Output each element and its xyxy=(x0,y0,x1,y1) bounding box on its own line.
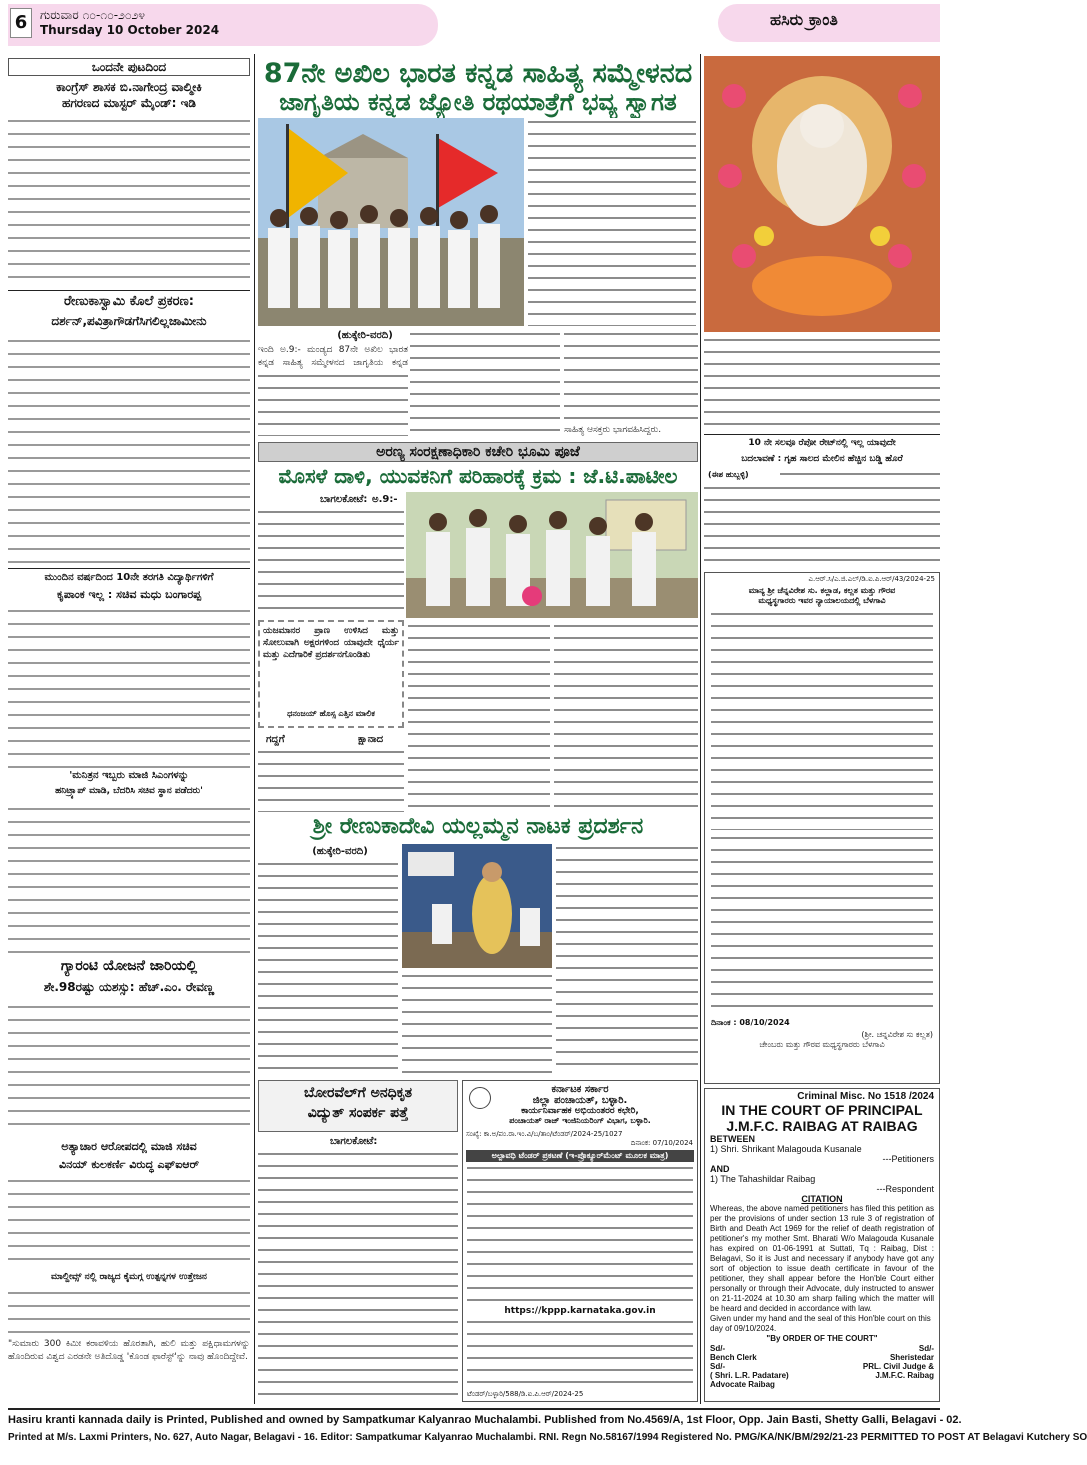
rally-story-col2 xyxy=(528,118,696,326)
tender-org-4: ಪಂಚಾಯತ್ ರಾಜ್ ಇಂಜಿನಿಯರಿಂಗ್ ವಿಭಾಗ, ಬಳ್ಳಾರಿ. xyxy=(509,1116,651,1125)
sheristedar: Sheristedar xyxy=(889,1353,934,1362)
notice-date: ದಿನಾಂಕ : 08/10/2024 xyxy=(711,1018,790,1027)
story4-title-1: 'ಮನಿತ್ರನ ಇಬ್ಬರು ಮಾಜಿ ಸಿಎಂಗಳನ್ನು xyxy=(69,770,189,781)
forest-banner-text: ಅರಣ್ಯ ಸಂರಕ್ಷಣಾಧಿಕಾರಿ ಕಚೇರಿ ಭೂಮಿ ಪೂಜೆ xyxy=(376,444,580,460)
tender-date: ದಿನಾಂಕ: 07/10/2024 xyxy=(630,1139,693,1147)
footer-line-2: Printed at M/s. Laxmi Printers, No. 627, Auto Nagar, Belagavi - 16. Editor: Sampatkumar Kalyanrao Muchalambi. RNI. Regn No.58167/1994 Registered No. PMG/KA/NK/BM/292/21-23 PERMITTED TO POST AT Belagavi Kutchery SO xyxy=(8,1432,1087,1443)
footer-rule xyxy=(8,1408,940,1410)
court-title-2: J.M.F.C. RAIBAG AT RAIBAG xyxy=(726,1118,918,1134)
rally-story-col1 xyxy=(258,372,408,436)
divider xyxy=(8,290,250,291)
story6-title-2: ವಿನಯ್ ಕುಲಕರ್ಣಿ ವಿರುದ್ಧ ಎಫ್‌ಐಆರ್ xyxy=(59,1158,199,1171)
story3-title-1: ಮುಂದಿನ ವರ್ಷದಿಂದ 10ನೇ ತರಗತಿ ವಿದ್ಯಾರ್ಥಿಗಳಿಗೆ xyxy=(44,572,214,583)
drama-story-col3 xyxy=(556,844,698,1074)
notice-signatory: (ಶ್ರೀ. ಚನ್ನವಿರೇಶ ಸು ಕಲ್ಲತ) xyxy=(861,1030,933,1039)
story7-title: ಮಾಲ್ದೀವ್ಸ್ ನಲ್ಲಿ ರಾಜ್ಯದ ಕೈಮಗ್ಗ ಉತ್ಪನ್ನಗಳ ಉತ್ತೇಜನ xyxy=(51,1272,207,1282)
rate-body xyxy=(704,484,940,568)
story2-title-1: ರೇಣುಕಾಸ್ವಾಮಿ ಕೊಲೆ ಪ್ರಕರಣ: xyxy=(64,294,194,309)
pullquote-attr: ಧನಂಜಯ್ ಹೊಸ್ಸ ಎತ್ತಿನ ಮಾಲಿಕ xyxy=(287,709,375,718)
citation-title: CITATION xyxy=(801,1194,843,1204)
story6-title-1: ಅತ್ಯಾಚಾರ ಆರೋಪದಲ್ಲಿ ಮಾಜಿ ಸಚಿವ xyxy=(61,1140,197,1153)
forest-banner xyxy=(258,442,698,462)
rate-dateline: (ಈಶ ಹುಬ್ಬಳ್ಳಿ) xyxy=(708,470,749,479)
respondent-label: ---Respondent xyxy=(876,1184,934,1194)
column-divider xyxy=(254,54,255,1404)
borewell-dateline: ಬಾಗಲಕೋಟೆ: xyxy=(330,1136,378,1147)
given-line: Given under my hand and the seal of this Hon'ble court on this day of 09/10/2024. xyxy=(710,1314,931,1333)
forest-story-col2 xyxy=(408,622,550,810)
and-label: AND xyxy=(710,1164,730,1174)
story1-title-1: ಕಾಂಗ್ರೆಸ್ ಶಾಸಕ ಬಿ.ನಾಗೇಂದ್ರ ವಾಲ್ಮೀಕಿ xyxy=(56,80,202,94)
sd-1: Sd/- xyxy=(710,1344,726,1353)
bench-clerk: Bench Clerk xyxy=(710,1353,757,1362)
paper-name: ಹಸಿರು ಕ್ರಾಂತಿ xyxy=(770,10,838,29)
story7-lead: "ಸುಮಾರು 300 ಕಿಮೀ ಕರಾವಳಿಯ ಹೊರತಾಗಿ, ಹುಲಿ ಮತ್ತು ಪಕ್ಷಿಧಾಮಗಳನ್ನು ಹೊಂದಿರುವ ವಿಶ್ವದ ಎರಡನೇ ಅತಿದೊಡ್ಡ 'ಕೊಂಡ ಫಾರೆಸ್ಟ್'ನ್ನು ನಾವು ಹೊಂದಿದ್ದೇವೆ. xyxy=(8,1339,250,1362)
emblem-icon xyxy=(469,1087,491,1109)
page-number: 6 xyxy=(10,8,32,38)
borewell-title-box xyxy=(258,1080,458,1132)
rally-story-col4 xyxy=(564,330,698,424)
forest-sub-dateline-2: ಕ್ಷಾನಾದ xyxy=(358,734,384,745)
rate-title: ಬದಲಾವಣೆ : ಗೃಹ ಸಾಲದ ಮೇಲಿನ ಹೆಚ್ಚಿನ ಬಡ್ಡಿ ಹೊರೆ xyxy=(741,454,903,464)
divider xyxy=(704,434,940,435)
drama-headline: ಶ್ರೀ ರೇಣುಕಾದೇವಿ ಯಲ್ಲಮ್ಮನ ನಾಟಕ ಪ್ರದರ್ಶನ xyxy=(312,814,644,839)
footer-line-1: Hasiru kranti kannada daily is Printed, Published and owned by Sampatkumar Kalyanrao Muchalambi. Published from No.4569/A, 1st Floor, Opp. Jain Basti, Shetty Galli, Belagavi - 02. xyxy=(8,1414,962,1426)
jmfc: J.M.F.C. Raibag xyxy=(875,1371,934,1380)
legal-notice xyxy=(704,572,940,1084)
forest-sub-dateline: ಗದ್ದಗೆ xyxy=(266,734,285,745)
case-number: Criminal Misc. No 1518 /2024 xyxy=(797,1091,934,1102)
rate-caption: 10 ನೇ ಸಲವೂ ರೆಪೋ ರೇಟ್‌ನಲ್ಲಿ ಇಲ್ಲ ಯಾವುದೇ xyxy=(748,438,896,448)
drama-story-col1 xyxy=(258,860,398,1074)
goddess-story xyxy=(704,336,940,432)
main-headline-2: ಜಾಗೃತಿಯ ಕನ್ನಡ ಜ್ಯೋತಿ ರಥಯಾತ್ರೆಗೆ ಭವ್ಯ ಸ್ವಾಗತ xyxy=(279,88,677,116)
notice-title-1: ಮಾನ್ಯ ಶ್ರೀ ಚೆನ್ನವಿರೇಶ ಸು. ಕಲ್ಲಾಡ, ಕಲ್ಲತ ಮತ್ತು ಗೌರವ xyxy=(748,586,896,595)
story4-body xyxy=(8,806,250,954)
section-title: ಒಂದನೇ ಪುಟದಿಂದ xyxy=(8,58,250,76)
divider xyxy=(8,568,250,569)
story2-title-2: ದರ್ಶನ್,ಪವಿತ್ರಾಗೌಡಗೆಸಿಗಲಿಲ್ಲಜಾಮೀನು xyxy=(51,314,207,328)
story3-title-2: ಕೃಪಾಂಕ ಇಲ್ಲ : ಸಚಿವ ಮಧು ಬಂಗಾರಪ್ಪ xyxy=(56,588,202,601)
notice-body xyxy=(711,834,933,1014)
tender-notice xyxy=(462,1080,698,1402)
pullquote-text: ಯಜಮಾನರ ಪ್ರಾಣ ಉಳಿಸಿದ ಮತ್ತು ಸೋಲುವಾಗಿ ಅಕ್ಷರಗಳಿಂದ ಯಾವುದೇ ಧೈರ್ಯ ಮತ್ತು ಎದೆಗಾರಿಕೆ ಪ್ರದರ್ಶನಗೊಂಡಿತು xyxy=(263,626,399,660)
tender-title: ಅಲ್ಪಾವಧಿ ಟೆಂಡರ್ ಪ್ರಕಟಣೆ (ಇ-ಪ್ರೊಕ್ಯೂರ್‌ಮೆಂಟ್ ಮೂಲಕ ಮಾತ್ರ) xyxy=(466,1150,694,1162)
story5-body xyxy=(8,1004,250,1136)
story3-body xyxy=(8,608,250,768)
story5-title-2: ಶೇ.98ರಷ್ಟು ಯಶಸ್ಸು: ಹೆಚ್.ಎಂ. ರೇವಣ್ಣ xyxy=(43,980,215,994)
borewell-title-2: ವಿದ್ಯುತ್ ಸಂಪರ್ಕ ಪತ್ತೆ xyxy=(307,1105,409,1121)
notice-parties xyxy=(711,610,933,830)
forest-dateline: ಬಾಗಲಕೋಟೆ: xyxy=(320,494,368,505)
notice-number: ಎ.ಆರ್.ಸಿ/ಎ.ಜಿ.ಎಲ್/ಡಿ.ಐ.ಪಿ.ಆರ್/43/2024-25 xyxy=(808,575,935,583)
drama-dateline: (ಹುಕ್ಕೇರಿ-ವರದಿ) xyxy=(312,846,368,857)
story5-title-1: ಗ್ಯಾರಂಟಿ ಯೋಜನೆ ಜಾರಿಯಲ್ಲಿ xyxy=(60,958,198,974)
story4-title-2: ಹನಿಟ್ರ್ಯಾಪ್ ಮಾಡಿ, ಬೆದರಿಸಿ ಸಚಿವ ಸ್ಥಾನ ಪಡೆದರು' xyxy=(55,786,203,796)
between-label: BETWEEN xyxy=(710,1134,755,1144)
sd-2: Sd/- xyxy=(710,1362,726,1371)
advocate-name: ( Shri. L.R. Padatare) xyxy=(710,1371,789,1380)
story1-body xyxy=(8,118,250,286)
tender-url[interactable]: https://kppp.karnataka.gov.in xyxy=(504,1306,656,1316)
respondent: 1) The Tahashildar Raibag xyxy=(710,1174,816,1184)
petitioners-label: ---Petitioners xyxy=(882,1154,934,1164)
rate-body-first xyxy=(780,470,940,482)
tender-footer: ಟೆಂಡರ್/ಬಳ್ಳಾರಿ/588/ಡಿ.ಐ.ಪಿ.ಆರ್/2024-25 xyxy=(467,1390,584,1398)
rally-lead: ಇಂದಿ ಅ.9:- ಮಂಡ್ಯದ 87ನೇ ಅಖಿಲ ಭಾರತ ಕನ್ನಡ ಸಾಹಿತ್ಯ ಸಮ್ಮೇಳನದ ಜಾಗೃತಿಯ ಕನ್ನಡ xyxy=(258,345,408,368)
pullquote-box xyxy=(258,620,404,728)
notice-title-2: ಮಧ್ಯಸ್ಥಗಾರರು ಇವರ ನ್ಯಾಯಾಲಯದಲ್ಲಿ ಬೆಳಗಾವಿ xyxy=(758,596,886,605)
story2-body xyxy=(8,338,250,566)
forest-story-col1 xyxy=(258,508,404,616)
goddess-photo xyxy=(704,56,940,332)
by-order: "By ORDER OF THE COURT" xyxy=(766,1334,878,1343)
sd-3: Sd/- xyxy=(918,1344,934,1353)
borewell-body xyxy=(258,1150,458,1400)
tender-org-3: ಕಾರ್ಯನಿರ್ವಾಹಕ ಅಭಿಯಂತರರ ಕಛೇರಿ, xyxy=(521,1106,639,1116)
forest-dateline-detail: ಅ.9:- xyxy=(372,494,398,505)
main-headline-1: 87ನೇ ಅಖಿಲ ಭಾರತ ಕನ್ನಡ ಸಾಹಿತ್ಯ ಸಮ್ಮೇಳನದ xyxy=(263,58,693,89)
date-kannada: ಗುರುವಾರ ೧೦-೧೦-೨೦೨೪ xyxy=(40,8,145,22)
ceremony-photo xyxy=(406,492,698,618)
citation-body: Whereas, the above named petitioners has filed this petition as per the provisions of under section 13 rule 3 of registration of Birth and Death Act 1969 for the relief of death registration of petitioner's my mother Smt. Bharati W/o Malagouda Kusanale has expired on 01-06-1991 at Suttati, Tq : Raibag, Dist : Belagavi, So it is Just and necessary if anybody have got any sort of objection to issue death certificate in favour of the petitioner, they shall appear before the Hon'ble Court either personally or through their Advocate, duly instructed to answer on 21-11-2024 at 10.30 am sharp failing which the matter will be heard and decided in accordance with law. xyxy=(710,1204,934,1313)
tender-number: ಸಂಖ್ಯೆ: ಕಾ.ಅ/ಪಂ.ರಾ.ಇಂ.ವಿ/ಬ/ತಾಂ/ಟೆಂಡರ್/2024-25/1027 xyxy=(466,1130,623,1138)
rally-photo xyxy=(258,118,524,326)
tender-body xyxy=(467,1164,693,1304)
notice-footer: ಚೇಂಬರು ಮತ್ತು ಗೌರವ ಮಧ್ಯಸ್ಥಗಾರರು ಬೆಳಗಾವಿ xyxy=(759,1040,885,1049)
rally-dateline: (ಹುಕ್ಕೇರಿ-ವರದಿ) xyxy=(337,330,393,341)
judge: PRL. Civil Judge & xyxy=(862,1362,934,1371)
drama-photo xyxy=(402,844,552,968)
borewell-title-1: ಬೋರವೆಲ್‌ಗೆ ಅನಧಿಕೃತ xyxy=(303,1085,413,1101)
forest-story-col1b xyxy=(258,748,404,812)
tender-body-2 xyxy=(467,1318,693,1388)
petitioner: 1) Shri. Shrikant Malagouda Kusanale xyxy=(710,1144,862,1154)
forest-story-col3 xyxy=(554,622,698,810)
tender-org-2: ಜಿಲ್ಲಾ ಪಂಚಾಯತ್, ಬಳ್ಳಾರಿ. xyxy=(532,1095,628,1106)
court-notice xyxy=(704,1088,940,1402)
forest-headline: ಮೊಸಳೆ ದಾಳಿ, ಯುವಕನಿಗೆ ಪರಿಹಾರಕ್ಕೆ ಕ್ರಮ : ಜೆ.ಟಿ.ಪಾಟೀಲ xyxy=(278,464,678,488)
column-divider xyxy=(700,54,701,1404)
date-english: Thursday 10 October 2024 xyxy=(40,23,220,37)
story7-body xyxy=(8,1290,250,1334)
story6-body xyxy=(8,1178,250,1268)
rally-closing: ಸಾಹಿತ್ಯ ಆಸಕ್ತರು ಭಾಗವಹಿಸಿದ್ದರು. xyxy=(564,425,662,435)
rally-story-col3 xyxy=(410,330,560,436)
tender-org-1: ಕರ್ನಾಟಕ ಸರ್ಕಾರ xyxy=(551,1084,609,1095)
advocate-label: Advocate Raibag xyxy=(710,1380,775,1389)
story1-title-2: ಹಗರಣದ ಮಾಸ್ಟರ್ ಮೈಂಡ್: ಇಡಿ xyxy=(62,96,196,110)
drama-story-col2 xyxy=(402,972,552,1074)
court-title-1: IN THE COURT OF PRINCIPAL xyxy=(721,1102,923,1118)
